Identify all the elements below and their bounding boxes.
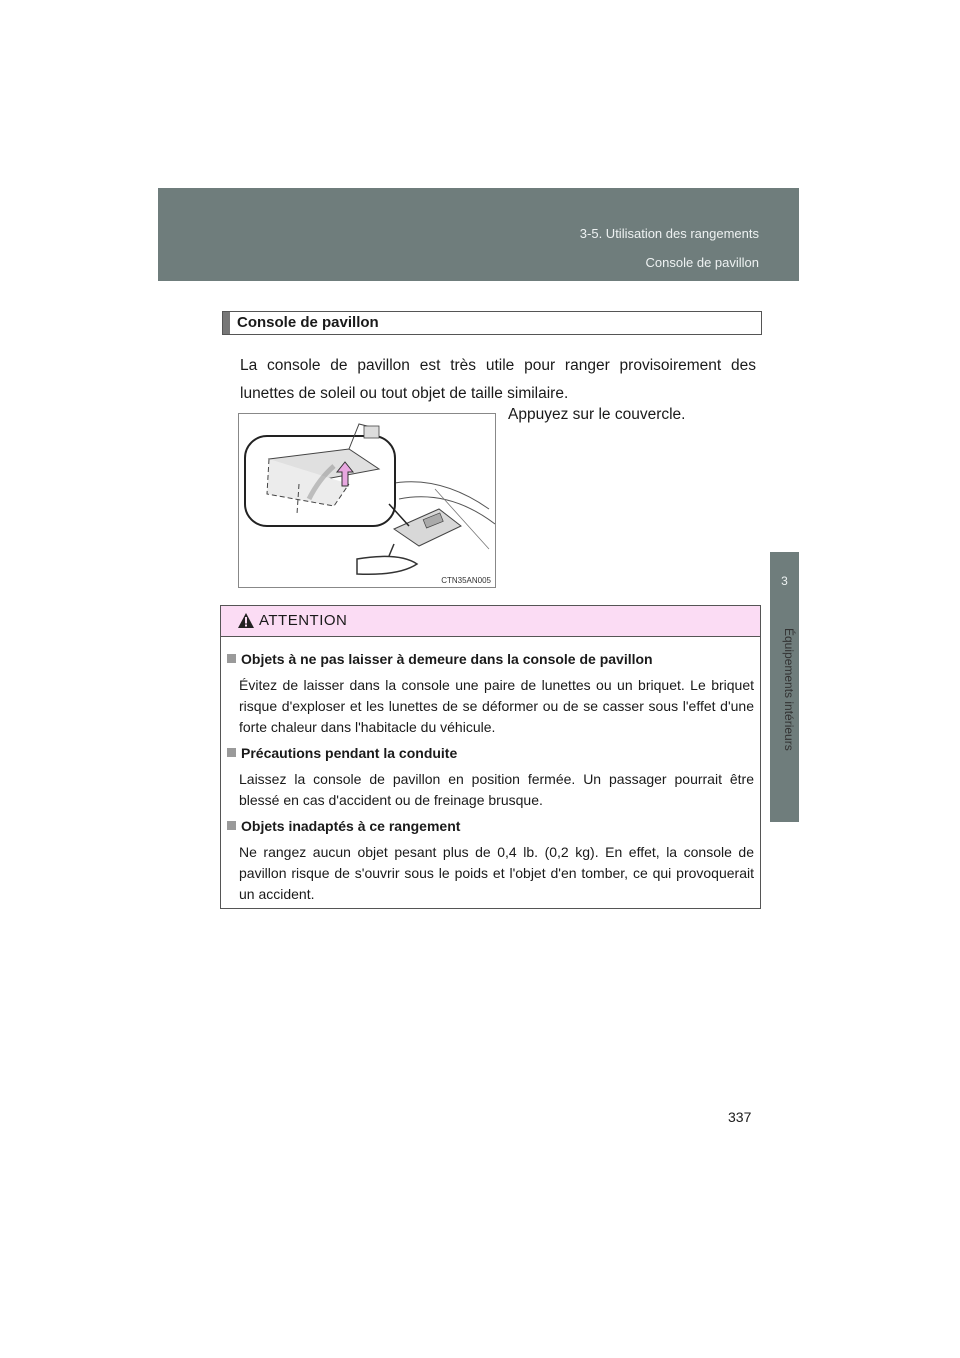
header-subsection-title: Console de pavillon (645, 255, 759, 270)
attention-item-title: Objets inadaptés à ce rangement (241, 818, 461, 834)
chapter-label: Équipements intérieurs (782, 628, 796, 751)
console-drawing (239, 414, 495, 587)
attention-item-text: Ne rangez aucun objet pesant plus de 0,4 lb. (0,2 kg). En effet, la console de pavillon risque de s'ouvrir sous le poids et l'objet d'en tomber, ce qui provoquerait un accident. (239, 844, 754, 902)
section-heading (222, 311, 762, 335)
figure-instruction: Appuyez sur le couvercle. (508, 406, 686, 423)
section-heading-bar (223, 312, 230, 334)
bullet-square-icon (227, 821, 236, 830)
attention-item-title: Objets à ne pas laisser à demeure dans la console de pavillon (241, 651, 653, 667)
figure-code: CTN35AN005 (441, 576, 491, 585)
bullet-square-icon (227, 654, 236, 663)
attention-body (221, 637, 760, 905)
attention-header (221, 606, 760, 637)
chapter-number: 3 (781, 574, 788, 588)
attention-item-title: Précautions pendant la conduite (241, 745, 458, 761)
page-number: 337 (728, 1109, 752, 1125)
overhead-console-illustration (238, 413, 496, 588)
attention-item-text: Laissez la console de pavillon en position fermée. Un passager pourrait être blessé en cas d'accident ou de freinage brusque. (239, 771, 754, 808)
attention-title: ATTENTION (259, 612, 348, 629)
header-band (158, 188, 799, 281)
attention-item (227, 743, 754, 811)
section-heading-text: Console de pavillon (237, 314, 379, 331)
attention-box (220, 605, 761, 909)
intro-paragraph: La console de pavillon est très utile pour ranger provisoirement des lunettes de soleil ou tout objet de taille similaire. (240, 357, 756, 402)
warning-triangle-icon (237, 612, 255, 629)
header-section-title: 3-5. Utilisation des rangements (579, 226, 759, 241)
bullet-square-icon (227, 748, 236, 757)
attention-item (227, 816, 754, 905)
attention-item (227, 649, 754, 738)
attention-item-text: Évitez de laisser dans la console une paire de lunettes ou un briquet. Le briquet risque d'exploser et les lunettes de se déformer ou de se casser sous l'effet d'une forte chaleur dans l'habitacle du véhicule. (239, 677, 754, 735)
